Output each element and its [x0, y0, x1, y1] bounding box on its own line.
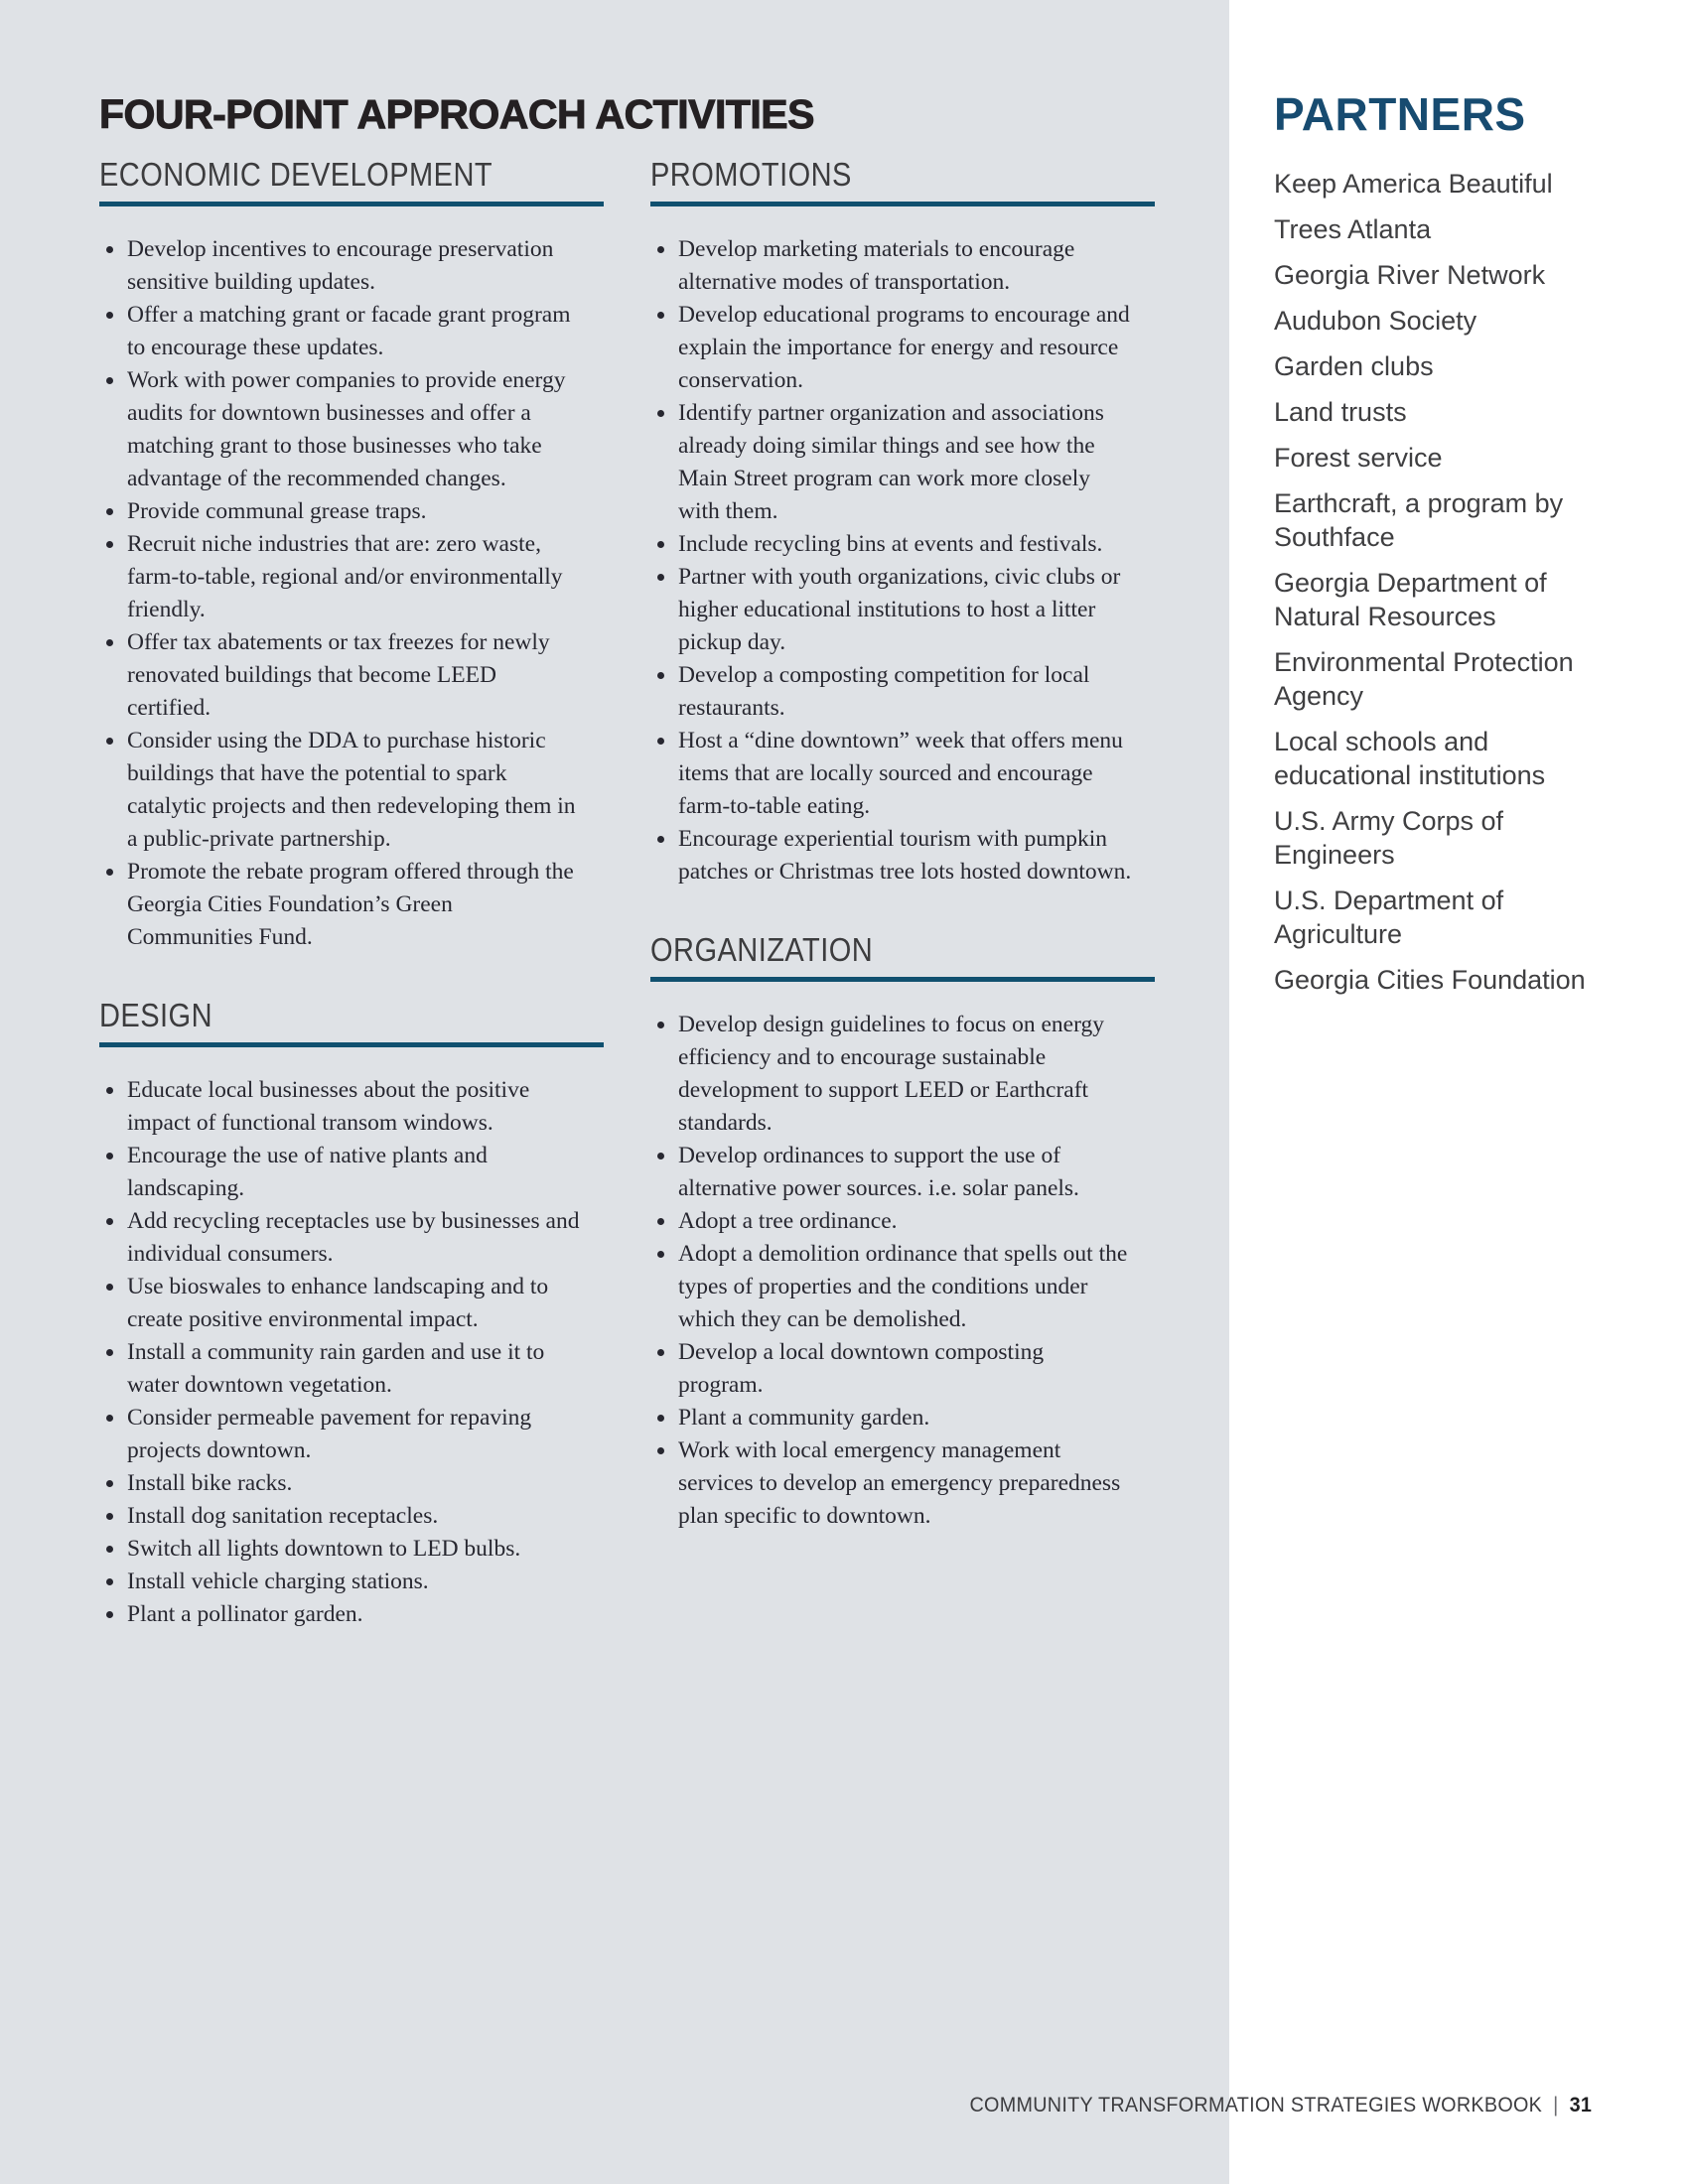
list-item-text: Partner with youth organizations, civic clubs or higher educational institutions to host a litter pickup day.: [678, 564, 1121, 655]
list-item-text: Switch all lights downtown to LED bulbs.: [127, 1536, 521, 1562]
list-item-text: Work with power companies to provide energy audits for downtown businesses and offer a matching grant to those businesses who take advantage of the recommended changes.: [127, 367, 566, 491]
list-item: [99, 299, 581, 364]
partner-item: [1274, 167, 1617, 201]
list-item-text: Identify partner organization and associations already doing similar things and see how the Main Street program can work more closely with them.: [678, 400, 1104, 524]
list-item: [650, 233, 1132, 299]
partner-item-text: Keep America Beautiful: [1274, 169, 1553, 199]
section-underline: [99, 202, 604, 206]
section-design: [99, 996, 604, 1631]
list-item-text: Offer a matching grant or facade grant program to encourage these updates.: [127, 302, 571, 360]
partner-item-text: Georgia Cities Foundation: [1274, 965, 1586, 995]
section-heading: [650, 155, 1155, 195]
list-item: [99, 495, 581, 528]
footer-separator: |: [1552, 2093, 1559, 2116]
list-item: [650, 397, 1132, 528]
section-economic-development: [99, 155, 604, 954]
page-footer: [915, 2093, 1592, 2117]
bullet-list: [650, 233, 1132, 888]
partner-item-text: U.S. Department of Agriculture: [1274, 886, 1504, 949]
list-item: [650, 528, 1132, 561]
list-item-text: Install bike racks.: [127, 1470, 293, 1496]
list-item-text: Install a community rain garden and use it to water downtown vegetation.: [127, 1339, 545, 1398]
partner-item-text: U.S. Army Corps of Engineers: [1274, 806, 1504, 870]
middle-column: [650, 155, 1155, 1574]
list-item: [650, 1402, 1132, 1434]
section-heading: [650, 930, 1155, 970]
list-item-text: Offer tax abatements or tax freezes for newly renovated buildings that become LEED certified.: [127, 629, 550, 721]
partner-item: [1274, 963, 1617, 997]
partner-item: [1274, 566, 1617, 633]
section-underline: [650, 977, 1155, 982]
list-item-text: Encourage experiential tourism with pumpkin patches or Christmas tree lots hosted downtown.: [678, 826, 1132, 885]
partner-item-text: Land trusts: [1274, 397, 1407, 427]
page-title: FOUR-POINT APPROACH ACTIVITIES: [99, 91, 814, 137]
list-item-text: Consider permeable pavement for repaving projects downtown.: [127, 1405, 532, 1463]
partner-item: [1274, 349, 1617, 383]
list-item-text: Develop a local downtown composting program.: [678, 1339, 1045, 1398]
section-heading-text: ECONOMIC DEVELOPMENT: [99, 156, 493, 193]
list-item: [99, 1533, 581, 1566]
list-item: [650, 1336, 1132, 1402]
list-item: [99, 1205, 581, 1271]
list-item: [650, 1205, 1132, 1238]
partner-item-text: Forest service: [1274, 443, 1443, 473]
list-item-text: Encourage the use of native plants and landscaping.: [127, 1143, 488, 1201]
list-item: [650, 299, 1132, 397]
list-item-text: Educate local businesses about the positive impact of functional transom windows.: [127, 1077, 530, 1136]
partners-heading: PARTNERS: [1274, 88, 1526, 140]
section-underline: [99, 1042, 604, 1047]
list-item-text: Use bioswales to enhance landscaping and to create positive environmental impact.: [127, 1274, 549, 1332]
list-item: [99, 1271, 581, 1336]
list-item: [650, 659, 1132, 725]
section-heading: [99, 155, 604, 195]
partner-item: [1274, 884, 1617, 951]
partner-item: [1274, 486, 1617, 554]
list-item-text: Install vehicle charging stations.: [127, 1569, 429, 1594]
list-item: [650, 561, 1132, 659]
list-item-text: Work with local emergency management services to develop an emergency preparedness plan specific to downtown.: [678, 1437, 1121, 1529]
list-item: [650, 1434, 1132, 1533]
partner-item: [1274, 212, 1617, 246]
list-item: [99, 528, 581, 626]
section-promotions: [650, 155, 1155, 888]
partner-item-text: Garden clubs: [1274, 351, 1434, 381]
list-item: [99, 725, 581, 856]
section-heading-text: ORGANIZATION: [650, 931, 874, 968]
list-item: [99, 1140, 581, 1205]
list-item: [99, 1074, 581, 1140]
list-item: [99, 626, 581, 725]
footer-workbook-title: COMMUNITY TRANSFORMATION STRATEGIES WORKBOOK: [969, 2093, 1542, 2116]
bullet-list: [99, 1074, 581, 1631]
section-heading-text: DESIGN: [99, 997, 212, 1033]
partner-item-text: Georgia Department of Natural Resources: [1274, 568, 1547, 631]
list-item-text: Include recycling bins at events and festivals.: [678, 531, 1103, 557]
list-item: [650, 1238, 1132, 1336]
partner-item: [1274, 725, 1617, 792]
list-item: [99, 233, 581, 299]
bullet-list: [99, 233, 581, 954]
list-item: [650, 1140, 1132, 1205]
list-item: [99, 364, 581, 495]
list-item-text: Install dog sanitation receptacles.: [127, 1503, 439, 1529]
partner-item-text: Earthcraft, a program by Southface: [1274, 488, 1564, 552]
list-item: [99, 1467, 581, 1500]
list-item: [99, 1598, 581, 1631]
list-item: [99, 1336, 581, 1402]
left-column: [99, 155, 604, 1673]
partner-item: [1274, 258, 1617, 292]
list-item-text: Develop incentives to encourage preservation sensitive building updates.: [127, 236, 554, 295]
list-item-text: Host a “dine downtown” week that offers menu items that are locally sourced and encourage farm-to-table eating.: [678, 728, 1123, 819]
partner-item: [1274, 304, 1617, 338]
list-item: [99, 1566, 581, 1598]
list-item: [99, 1402, 581, 1467]
partner-item-text: Audubon Society: [1274, 306, 1477, 336]
list-item-text: Develop marketing materials to encourage alternative modes of transportation.: [678, 236, 1075, 295]
partner-item-text: Trees Atlanta: [1274, 214, 1432, 244]
list-item-text: Consider using the DDA to purchase historic buildings that have the potential to spark catalytic projects and then redeveloping them in a public-private partnership.: [127, 728, 576, 852]
list-item-text: Develop ordinances to support the use of alternative power sources. i.e. solar panels.: [678, 1143, 1079, 1201]
partner-item: [1274, 441, 1617, 475]
list-item-text: Develop a composting competition for local restaurants.: [678, 662, 1090, 721]
list-item: [99, 1500, 581, 1533]
list-item-text: Add recycling receptacles use by businesses and individual consumers.: [127, 1208, 580, 1267]
list-item-text: Provide communal grease traps.: [127, 498, 427, 524]
partner-item-text: Georgia River Network: [1274, 260, 1546, 290]
section-heading-text: PROMOTIONS: [650, 156, 852, 193]
footer-inner: [969, 2093, 1592, 2117]
section-organization: [650, 930, 1155, 1533]
list-item-text: Develop educational programs to encourage and explain the importance for energy and resource conservation.: [678, 302, 1130, 393]
partner-item: [1274, 804, 1617, 872]
footer-page-number: 31: [1569, 2093, 1592, 2116]
list-item-text: Adopt a demolition ordinance that spells out the types of properties and the conditions under which they can be demolished.: [678, 1241, 1128, 1332]
bullet-list: [650, 1009, 1132, 1533]
section-heading: [99, 996, 604, 1035]
list-item-text: Recruit niche industries that are: zero waste, farm-to-table, regional and/or environmentally friendly.: [127, 531, 563, 622]
partner-item-text: Environmental Protection Agency: [1274, 647, 1574, 711]
partners-list: [1274, 167, 1617, 997]
list-item: [650, 1009, 1132, 1140]
partners-sidebar: [1274, 87, 1617, 1009]
list-item: [650, 823, 1132, 888]
list-item-text: Develop design guidelines to focus on energy efficiency and to encourage sustainable development to support LEED or Earthcraft standards.: [678, 1012, 1105, 1136]
list-item-text: Plant a pollinator garden.: [127, 1601, 363, 1627]
partner-item: [1274, 645, 1617, 713]
list-item: [650, 725, 1132, 823]
section-underline: [650, 202, 1155, 206]
list-item-text: Adopt a tree ordinance.: [678, 1208, 898, 1234]
list-item-text: Plant a community garden.: [678, 1405, 930, 1431]
list-item-text: Promote the rebate program offered through the Georgia Cities Foundation’s Green Communities Fund.: [127, 859, 574, 950]
list-item: [99, 856, 581, 954]
partner-item-text: Local schools and educational institutions: [1274, 727, 1546, 790]
partner-item: [1274, 395, 1617, 429]
